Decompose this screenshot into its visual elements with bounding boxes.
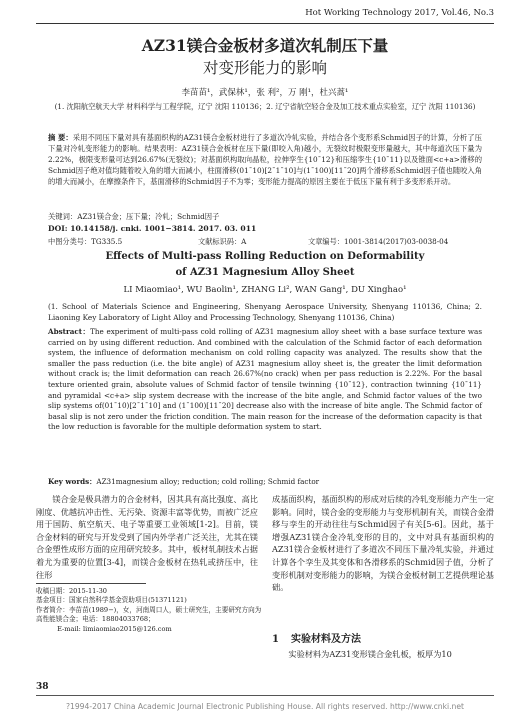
- body-left-paragraph: 镁合金是极具潜力的合金材料，因其具有高比强度、高比刚度、优越抗冲击性、无污染、资源丰富等优势，而被广泛应用于国防、航空航天、电子等重要工业领域[1-2]。目前，镁合金材料的研究与开发受到了国内外学者广泛关注，尤其在镁合金塑性成形方面的应用研究较多。其中，板材轧制技术占据着尤为重要的位置[3-4]，而镁合金板材在热轧或挤压中，往往形: [36, 494, 258, 580]
- title-en-line1: Effects of Multi-pass Rolling Reduction on Deformability: [105, 251, 425, 262]
- bottom-rule: [36, 695, 494, 696]
- keywords-cn-label: 关键词：: [48, 212, 78, 221]
- authors-cn: 李苗苗¹，武保林¹，张 利²，万 刚¹，杜兴蒿¹: [181, 88, 349, 98]
- abstract-en-text: The experiment of multi-pass cold rolling of AZ31 magnesium alloy sheet with a base surface texture was carried on by using different reduction. And combined with the calculation of the Schmid factor of each deformation system, the influence of deformation mechanism on cold rolling capacity was analyzed. The results show that the smaller the pass reduction (i.e. the bite angle) of AZ31 magnesium alloy sheet is, the greater the limit deformation without crack is; the limit deformation can reach 26.67%(no crack) when per pass reduction is 2.22%. For the basal texture oriented grain, absolute values of Schmid factor of tensile twinning {10¯12}, contraction twinning {10¯11} and pyramidal <c+a> slip system decrease with the increase of the bite angle, and Schmid factor values of the two slip systems of(01¯10)[2¯1¯10] and (1¯100)[11¯20] decrease also with the increase of bite angle. The Schmid factor of basal slip is not zero under the friction condition. The main reason for the increase of the deformation capacity is that the low reduction is favorable for the multiple deformation system to start.: [48, 327, 483, 432]
- affiliations-en: (1. School of Materials Science and Engineering, Shenyang Aerospace University, Shenyang 110136, China; 2. Liaoning Key Laboratory of Light Alloy and Processing Technology, Shenyang 110136, China): [48, 302, 482, 322]
- keywords-cn: [48, 212, 219, 222]
- keywords-en-label: Key words：: [48, 477, 97, 486]
- fund-info: 基金项目：国家自然科学基金资助项目(51371121): [36, 596, 187, 605]
- footnote: [36, 587, 266, 634]
- title-en-line2: of AZ31 Magnesium Alloy Sheet: [175, 267, 355, 278]
- abstract-en: [48, 327, 482, 433]
- author-email: E-mail: limiaomiao2015@126.com: [57, 624, 172, 633]
- footnote-rule: [36, 583, 146, 584]
- doi: DOI: 10.14158/j. cnki. 1001−3814. 2017. 03. 011: [48, 224, 257, 233]
- keywords-en-text: AZ31magnesium alloy; reduction; cold rolling; Schmid factor: [96, 477, 320, 486]
- keywords-en: [48, 477, 319, 487]
- body-left-column: [36, 493, 258, 581]
- author-info: 作者简介：李苗苗(1989−)，女，河南周口人，硕士研究生，主要研究方向为高性能镁合金；电话：18804033768；: [36, 605, 262, 624]
- section-title: 实验材料及方法: [290, 634, 361, 645]
- section-heading: [272, 630, 361, 645]
- abstract-cn-text: 采用不同压下量对具有基面织构的AZ31镁合金板材进行了多道次冷轧实验，并结合各个变形系Schmid因子的计算，分析了压下量对冷轧变形能力的影响。结果表明：AZ31镁合金板材在压下量(即咬入角)越小，无裂纹时极限变形量越大，其中每道次压下量为2.22%，极限变形量可达到26.67%(无裂纹)；对基面织构取向晶粒，拉伸孪生{10¯12}和压缩孪生{10¯11}以及锥面<c+a>滑移的Schmid因子绝对值均随着咬入角的增大而减小，柱面滑移(01¯10)[2¯1¯10]与(1¯100)[11¯20]两个滑移系Schmid因子值也随咬入角的增大而减小，在摩擦条件下，基面滑移的Schmid因子不为零；变形能力提高的原因主要在于低压下量有利于多变形系开动。: [48, 133, 482, 186]
- abstract-en-label: Abstract：: [48, 327, 91, 336]
- affiliations-cn: (1. 沈阳航空航天大学 材料科学与工程学院，辽宁 沈阳 110136；2. 辽宁省航空轻合金及加工技术重点实验室，辽宁 沈阳 110136): [54, 102, 476, 111]
- page-number: 38: [36, 682, 49, 692]
- keywords-cn-text: AZ31镁合金；压下量；冷轧；Schmid因子: [77, 212, 220, 221]
- body-right-paragraph: 成基面织构，基面织构的形成对后续的冷轧变形能力产生一定影响。同时，镁合金的变形能力与变形机制有关，而镁合金滑移与孪生的开动往往与Schmid因子有关[5-6]。因此，基于增强AZ31镁合金冷轧变形的目的，文中对具有基面织构的AZ31镁合金板材进行了多道次不同压下量冷轧实验，并通过计算各个孪生及其变体和各滑移系的Schmid因子值，分析了变形机制对变形能力的影响，为镁合金板材制工艺提供理论基础。: [272, 494, 494, 593]
- copyright-footer: ?1994-2017 China Academic Journal Electronic Publishing House. All rights reserved. http://www.cnki.net: [65, 702, 464, 711]
- section-text: [272, 649, 494, 660]
- title-cn-line2: 对变形能力的影响: [202, 59, 327, 77]
- document-code: 文献标识码：A: [198, 237, 247, 246]
- clc-number: 中图分类号：TG335.5: [48, 237, 123, 246]
- abstract-cn-label: 摘 要：: [48, 133, 73, 142]
- section-text-line: 实验材料为AZ31变形镁合金轧板，板厚为10: [288, 649, 452, 659]
- authors-en: LI Miaomiao¹, WU Baolin¹, ZHANG Li², WAN Gang¹, DU Xinghao¹: [123, 285, 407, 295]
- body-right-column: [272, 493, 494, 594]
- received-date: 收稿日期：2015-11-30: [36, 587, 107, 595]
- title-cn-line1: AZ31镁合金板材多道次轧制压下量: [141, 36, 389, 55]
- running-header: Hot Working Technology 2017, Vol.46, No.3: [305, 8, 494, 18]
- header-rule: [36, 23, 494, 24]
- article-number: 文章编号：1001-3814(2017)03-0038-04: [308, 237, 449, 246]
- section-number: 1: [272, 634, 279, 645]
- abstract-cn: [48, 133, 482, 188]
